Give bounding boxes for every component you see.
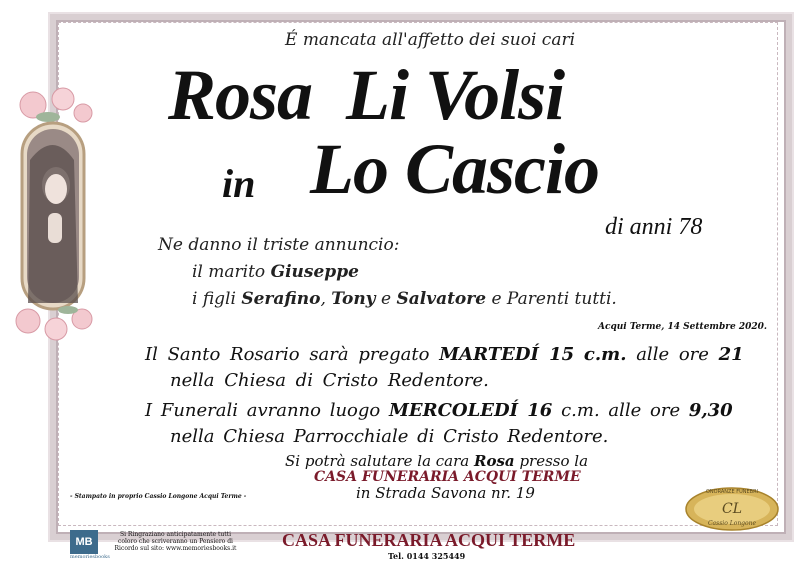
first-name: Rosa: [168, 55, 313, 135]
married-name: Lo Cascio: [310, 129, 599, 209]
visit-name: Rosa: [474, 452, 515, 470]
visit-line: [285, 452, 588, 470]
rosary-line: [145, 344, 744, 365]
rosary-cm: c.m.: [583, 344, 627, 365]
family-intro: Ne danno il triste annuncio:: [158, 235, 400, 255]
funeral-line: [145, 400, 733, 421]
funeral-place: nella Chiesa Parrocchiale di Cristo Redentore.: [170, 426, 609, 447]
rosary-text: Il Santo Rosario sarà pregato: [145, 344, 430, 365]
funeral-at: c.m. alle ore: [561, 400, 681, 421]
visit-text: Si potrà salutare la cara: [285, 452, 470, 470]
surname: Li Volsi: [346, 55, 565, 135]
thanks-note: Si Ringraziano anticipatamente tutti coloro che scriveranno un Pensiero di Ricordo sul sito: www.memoriesbooks.it: [114, 531, 237, 552]
date-line: Acqui Terme, 14 Settembre 2020.: [598, 322, 768, 332]
lead-line: É mancata all'affetto dei suoi cari: [285, 30, 576, 50]
visit-home: CASA FUNERARIA ACQUI TERME: [314, 469, 581, 485]
onoranze-funebri-logo: [683, 483, 781, 531]
visit-at: presso la: [519, 452, 589, 470]
memoriesbooks-logo: MB: [70, 530, 98, 554]
husband-line: [192, 262, 359, 282]
child-2: Tony: [331, 289, 376, 309]
svg-text:ONORANZE FUNEBRI: ONORANZE FUNEBRI: [705, 489, 759, 495]
children-prefix: i figli: [192, 289, 236, 309]
relatives-suffix: e Parenti tutti.: [491, 289, 617, 309]
husband-prefix: il marito: [192, 262, 266, 282]
rosary-at: alle ore: [636, 344, 709, 365]
deceased-name: [168, 54, 564, 137]
in-word: in: [222, 161, 256, 206]
age: di anni 78: [605, 214, 703, 240]
children-line: i figli Serafino, Tony e Salvatore e Parenti tutti.: [192, 289, 617, 309]
svg-text:Cassio Longone: Cassio Longone: [707, 520, 757, 527]
rosary-day: MARTEDÍ 15: [439, 344, 575, 365]
child-3: Salvatore: [396, 289, 487, 309]
funeral-time: 9,30: [688, 400, 733, 421]
rosary-place: nella Chiesa di Cristo Redentore.: [170, 370, 489, 391]
print-credit: - Stampato in proprio Cassio Longone Acqui Terme -: [70, 493, 247, 500]
funeral-day: MERCOLEDÍ 16: [389, 400, 553, 421]
funeral-text: I Funerali avranno luogo: [145, 400, 381, 421]
madonna-portrait: [8, 85, 98, 345]
visit-address: in Strada Savona nr. 19: [356, 484, 535, 502]
footer-funeral-home: CASA FUNERARIA ACQUI TERME: [282, 530, 576, 550]
memoriesbooks-sub: memoriesbooks: [70, 554, 110, 560]
husband-name: Giuseppe: [270, 262, 359, 282]
svg-text:CL: CL: [721, 501, 743, 517]
conjunction: e: [380, 289, 392, 309]
child-1: Serafino: [241, 289, 321, 309]
footer-telephone: Tel. 0144 325449: [388, 551, 466, 561]
rosary-time: 21: [718, 344, 744, 365]
